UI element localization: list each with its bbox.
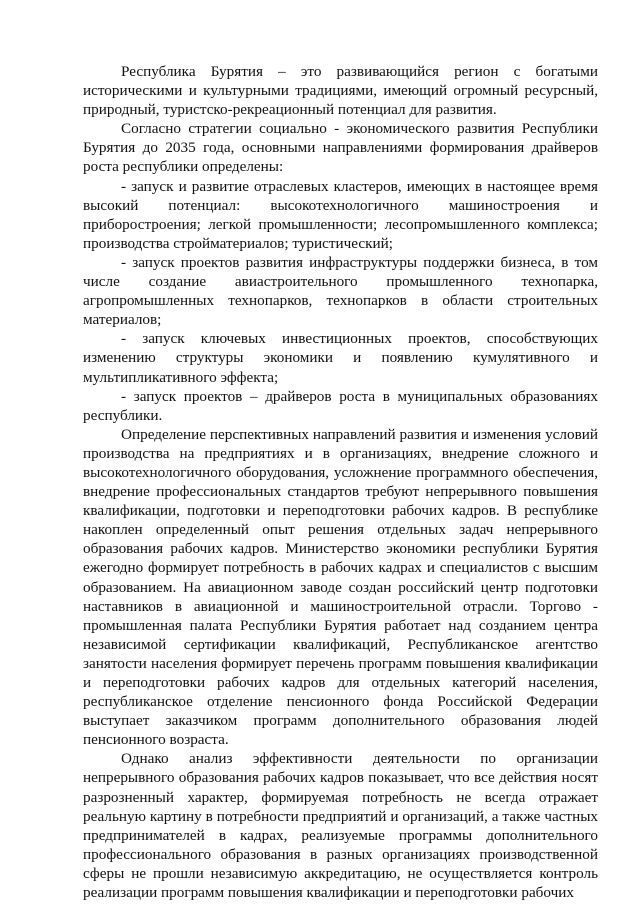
list-item-municipal: - запуск проектов – драйверов роста в муниципальных образованиях республики.	[83, 387, 598, 424]
paragraph-strategy: Согласно стратегии социально - экономического развития Республики Бурятия до 2035 года, основными направлениями формирования драйверов роста республики определены:	[83, 120, 598, 176]
list-item-investment: - запуск ключевых инвестиционных проектов, способствующих изменению структуры экономики и появлению кумулятивного и мультипликативного эффекта;	[83, 330, 598, 386]
paragraph-intro: Республика Бурятия – это развивающийся регион с богатыми историческими и культурными традициями, имеющий огромный ресурсный, природный, туристско-рекреационный потенциал для развития.	[83, 63, 598, 119]
document-page	[83, 62, 598, 902]
list-item-infrastructure: - запуск проектов развития инфраструктуры поддержки бизнеса, в том числе создание авиастроительного промышленного технопарка, агропромышленных технопарков, технопарков в области строительных материалов;	[83, 253, 598, 329]
list-item-clusters: - запуск и развитие отраслевых кластеров, имеющих в настоящее время высокий потенциал: высокотехнологичного машиностроения и приборостроения; легкой промышленности; лесопромышленного комплекса; производства стройматериалов; туристический;	[83, 177, 598, 252]
paragraph-directions: Определение перспективных направлений развития и изменения условий производства на предприятиях и в организациях, внедрение сложного и высокотехнологичного оборудования, усложнение программного обеспечения, внедрение профессиональных стандартов требуют непрерывного повышения квалификации, подготовки и переподготовки рабочих кадров. В республике накоплен определенный опыт решения отдельных задач непрерывного образования рабочих кадров. Министерство экономики республики Бурятия ежегодно формирует потребность в рабочих кадрах и специалистов с высшим образованием. На авиационном заводе создан российский центр подготовки наставников в авиационной и машиностроительной отрасли. Торгово - промышленная палата Республики Бурятия работает над созданием центра независимой сертификации квалификаций, Республиканское агентство занятости населения формирует перечень программ повышения квалификации и переподготовки рабочих кадров для отдельных категорий населения, республиканское отделение пенсионного фонда Российской Федерации выступает заказчиком программ дополнительного образования людей пенсионного возраста.	[83, 425, 598, 749]
paragraph-analysis: Однако анализ эффективности деятельности по организации непрерывного образования рабочих кадров показывает, что все действия носят разрозненный характер, формируемая потребность не всегда отражает реальную картину в потребности предприятий и организаций, а также частных предпринимателей в кадрах, реализуемые программы дополнительного профессионального образования в разных организациях производственной сферы не прошли независимую аккредитацию, не осуществляется контроль реализации программ повышения квалификации и переподготовки рабочих	[83, 750, 598, 902]
